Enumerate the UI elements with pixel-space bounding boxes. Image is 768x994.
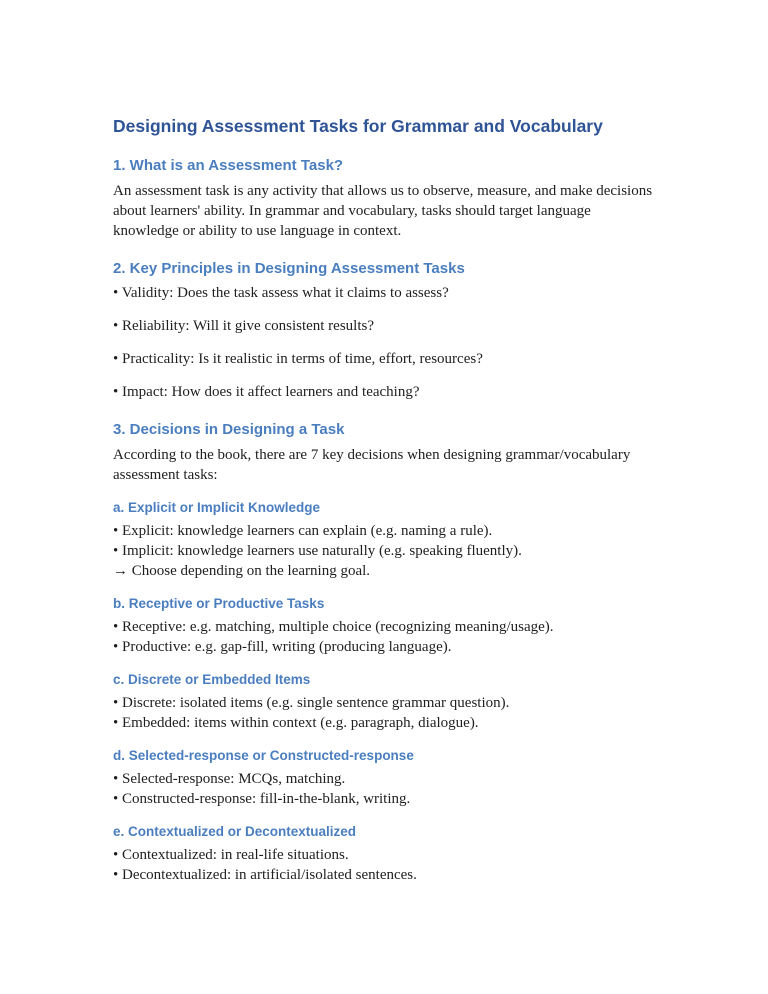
- heading-subsection-a: a. Explicit or Implicit Knowledge: [113, 500, 321, 516]
- note-choose-learning-goal: → Choose depending on the learning goal.: [113, 563, 371, 579]
- bullet-contextualized: • Contextualized: in real-life situations.: [113, 846, 349, 863]
- bullet-decontextualized: • Decontextualized: in artificial/isolated sentences.: [113, 866, 417, 883]
- bullet-validity: • Validity: Does the task assess what it claims to assess?: [113, 285, 449, 302]
- paragraph-assessment-task-definition: An assessment task is any activity that allows us to observe, measure, and make decisions about learners' ability. In grammar and vocabulary, tasks should target language knowledge or ability to use language in context.: [113, 182, 653, 239]
- heading-section-1: 1. What is an Assessment Task?: [113, 156, 344, 174]
- heading-subsection-c: c. Discrete or Embedded Items: [113, 671, 311, 687]
- document-title: Designing Assessment Tasks for Grammar and Vocabulary: [113, 116, 603, 136]
- bullet-discrete: • Discrete: isolated items (e.g. single sentence grammar question).: [113, 694, 510, 711]
- bullet-receptive: • Receptive: e.g. matching, multiple choice (recognizing meaning/usage).: [113, 618, 554, 635]
- heading-section-2: 2. Key Principles in Designing Assessment Tasks: [113, 259, 465, 277]
- bullet-explicit: • Explicit: knowledge learners can explain (e.g. naming a rule).: [113, 523, 493, 539]
- bullet-reliability: • Reliability: Will it give consistent results?: [113, 318, 375, 335]
- heading-subsection-b: b. Receptive or Productive Tasks: [113, 596, 325, 611]
- paragraph-seven-key-decisions: According to the book, there are 7 key decisions when designing grammar/vocabulary assessment tasks:: [113, 447, 631, 484]
- bullet-impact: • Impact: How does it affect learners and teaching?: [113, 384, 420, 401]
- bullet-practicality: • Practicality: Is it realistic in terms of time, effort, resources?: [113, 351, 483, 368]
- bullet-implicit: • Implicit: knowledge learners use naturally (e.g. speaking fluently).: [113, 543, 522, 559]
- bullet-constructed-response: • Constructed-response: fill-in-the-blank, writing.: [113, 790, 411, 807]
- heading-subsection-e: e. Contextualized or Decontextualized: [113, 823, 357, 839]
- bullet-selected-response: • Selected-response: MCQs, matching.: [113, 770, 346, 787]
- bullet-embedded: • Embedded: items within context (e.g. paragraph, dialogue).: [113, 714, 479, 731]
- heading-section-3: 3. Decisions in Designing a Task: [113, 421, 345, 439]
- bullet-productive: • Productive: e.g. gap-fill, writing (producing language).: [113, 638, 452, 655]
- heading-subsection-d: d. Selected-response or Constructed-response: [113, 747, 414, 763]
